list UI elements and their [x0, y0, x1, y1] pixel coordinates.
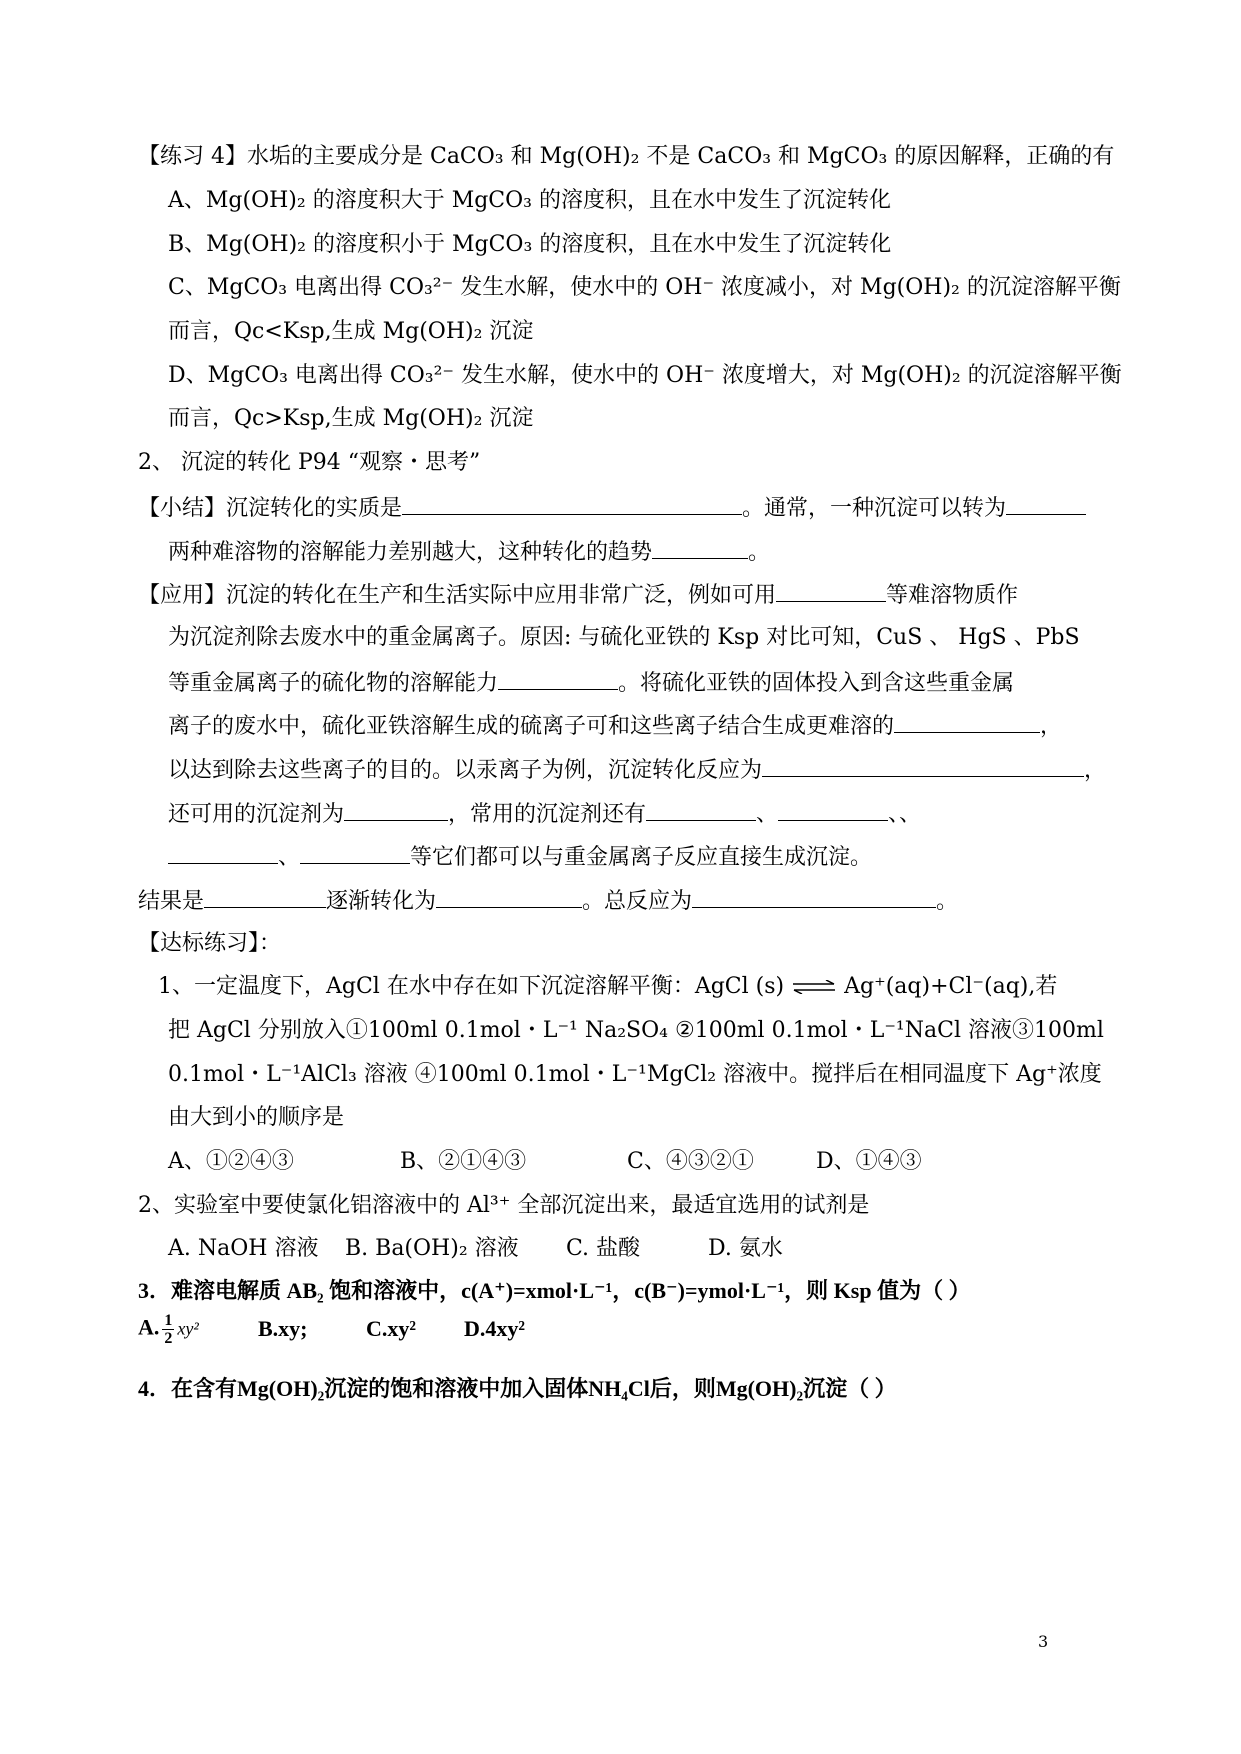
fraction	[162, 1312, 174, 1347]
practice-q3-option-d: D.4xy²	[464, 1316, 525, 1341]
summary-text-d: 。	[748, 540, 771, 565]
section-2-title: 2、 沉淀的转化 P94 “观察・思考”	[138, 450, 481, 475]
fraction-denominator: 2	[164, 1330, 173, 1347]
practice-q1-option-c: C、④③②①	[627, 1149, 754, 1174]
practice-q3-option-a-label: A.	[138, 1314, 160, 1340]
practice-q2-option-d: D. 氨水	[708, 1236, 783, 1261]
exercise-4-option-c-line2: 而言，Qc<Ksp,生成 Mg(OH)₂ 沉淀	[168, 319, 534, 344]
application-text: 。将硫化亚铁的固体投入到含这些重金属	[618, 671, 1015, 696]
blank[interactable]	[344, 798, 448, 821]
blank[interactable]	[168, 841, 278, 864]
practice-q3-option-b: B.xy;	[258, 1316, 308, 1341]
application-text: 、、	[888, 802, 922, 827]
application-line1	[138, 579, 1018, 611]
application-text: 【应用】沉淀的转化在生产和生活实际中应用非常广泛，例如可用	[138, 583, 777, 608]
application-line2: 为沉淀剂除去废水中的重金属离子。原因: 与硫化亚铁的 Ksp 对比可知，CuS 、 HgS 、PbS	[168, 625, 1080, 650]
practice-q1-text: 1、一定温度下，AgCl 在水中存在如下沉淀溶解平衡：AgCl (s)	[158, 974, 785, 999]
blank[interactable]	[498, 667, 618, 690]
practice-title: 【达标练习】：	[138, 931, 282, 956]
application-text: 等难溶物质作	[886, 583, 1019, 608]
blank[interactable]	[646, 798, 756, 821]
result-text: 。	[936, 889, 959, 914]
fraction-numerator: 1	[164, 1312, 173, 1329]
application-text: 等重金属离子的硫化物的溶解能力	[168, 671, 499, 696]
practice-q1-option-a: A、①②④③	[168, 1149, 294, 1174]
application-line4	[168, 710, 1062, 742]
summary-text-b: 。通常，一种沉淀可以转为	[742, 496, 1007, 521]
blank[interactable]	[776, 579, 886, 602]
blank[interactable]	[204, 885, 326, 908]
exercise-4-option-a: A、Mg(OH)₂ 的溶度积大于 MgCO₃ 的溶度积，且在水中发生了沉淀转化	[168, 188, 891, 213]
summary-text-c: 两种难溶物的溶解能力差别越大，这种转化的趋势	[168, 540, 653, 565]
result-text: 结果是	[138, 889, 205, 914]
application-text: ，常用的沉淀剂还有	[448, 802, 647, 827]
practice-q3-option-c: C.xy²	[366, 1316, 416, 1341]
practice-q1-option-d: D、①④③	[816, 1149, 922, 1174]
practice-q3-option-a-expr: xy²	[177, 1318, 199, 1339]
application-text: 以达到除去这些离子的目的。以汞离子为例，沉淀转化反应为	[168, 758, 763, 783]
blank[interactable]	[402, 492, 742, 515]
application-line3	[168, 667, 1014, 699]
practice-q2-option-a: A. NaOH 溶液	[168, 1236, 319, 1261]
result-text: 。总反应为	[582, 889, 693, 914]
exercise-4-option-b: B、Mg(OH)₂ 的溶度积小于 MgCO₃ 的溶度积，且在水中发生了沉淀转化	[168, 232, 892, 257]
application-text: ，	[1084, 758, 1107, 783]
exercise-4-option-d-line1: D、MgCO₃ 电离出得 CO₃²⁻ 发生水解，使水中的 OH⁻ 浓度增大，对 Mg(OH)₂ 的沉淀溶解平衡	[168, 363, 1122, 388]
blank[interactable]	[436, 885, 582, 908]
blank[interactable]	[300, 841, 410, 864]
application-text: 、	[278, 845, 301, 870]
practice-q3-option-a	[138, 1312, 199, 1347]
application-line7	[168, 841, 872, 873]
application-line5	[168, 754, 1106, 786]
application-line6	[168, 798, 921, 830]
practice-q1-option-b: B、②①④③	[400, 1149, 527, 1174]
practice-q4-stem: 4．在含有Mg(OH)₂沉淀的饱和溶液中加入固体NH₄Cl后，则Mg(OH)₂沉淀（ ）	[138, 1376, 897, 1401]
application-text: 离子的废水中，硫化亚铁溶解生成的硫离子可和这些离子结合生成更难溶的	[168, 714, 895, 739]
practice-q2-option-b: B. Ba(OH)₂ 溶液	[345, 1236, 519, 1261]
equilibrium-arrow-icon	[792, 980, 836, 994]
blank[interactable]	[1006, 492, 1086, 515]
blank[interactable]	[894, 710, 1040, 733]
summary-line2	[168, 536, 770, 568]
practice-q1-line2: 把 AgCl 分别放入①100ml 0.1mol・L⁻¹ Na₂SO₄ ②100ml 0.1mol・L⁻¹NaCl 溶液③100ml	[168, 1018, 1104, 1043]
result-line	[138, 885, 958, 917]
exercise-4-option-d-line2: 而言，Qc>Ksp,生成 Mg(OH)₂ 沉淀	[168, 406, 534, 431]
practice-q1-text: Ag⁺(aq)+Cl⁻(aq),若	[844, 974, 1058, 999]
exercise-4-option-c-line1: C、MgCO₃ 电离出得 CO₃²⁻ 发生水解，使水中的 OH⁻ 浓度减小，对 Mg(OH)₂ 的沉淀溶解平衡	[168, 275, 1121, 300]
summary-text-a: 【小结】沉淀转化的实质是	[138, 496, 403, 521]
blank[interactable]	[778, 798, 888, 821]
practice-q2-stem: 2、实验室中要使氯化铝溶液中的 Al³⁺ 全部沉淀出来，最适宜选用的试剂是	[138, 1193, 870, 1218]
blank[interactable]	[692, 885, 936, 908]
practice-q3-stem: 3．难溶电解质 AB₂ 饱和溶液中，c(A⁺)=xmol·L⁻¹，c(B⁻)=ymol·L⁻¹，则 Ksp 值为（ ）	[138, 1278, 971, 1303]
application-text: ，	[1040, 714, 1063, 739]
practice-q1-line4: 由大到小的顺序是	[168, 1105, 345, 1130]
practice-q1-line3: 0.1mol・L⁻¹AlCl₃ 溶液 ④100ml 0.1mol・L⁻¹MgCl₂ 溶液中。搅拌后在相同温度下 Ag⁺浓度	[168, 1062, 1102, 1087]
practice-q2-option-c: C. 盐酸	[566, 1236, 641, 1261]
exercise-4-stem: 【练习 4】水垢的主要成分是 CaCO₃ 和 Mg(OH)₂ 不是 CaCO₃ 和 MgCO₃ 的原因解释，正确的有	[138, 144, 1115, 169]
blank[interactable]	[652, 536, 748, 559]
application-text: 、	[756, 802, 779, 827]
result-text: 逐渐转化为	[326, 889, 437, 914]
blank[interactable]	[762, 754, 1084, 777]
application-text: 等它们都可以与重金属离子反应直接生成沉淀。	[410, 845, 873, 870]
summary-line1	[138, 492, 1086, 524]
page-number: 3	[1038, 1632, 1049, 1651]
application-text: 还可用的沉淀剂为	[168, 802, 345, 827]
practice-q1-line1	[158, 972, 1057, 1002]
